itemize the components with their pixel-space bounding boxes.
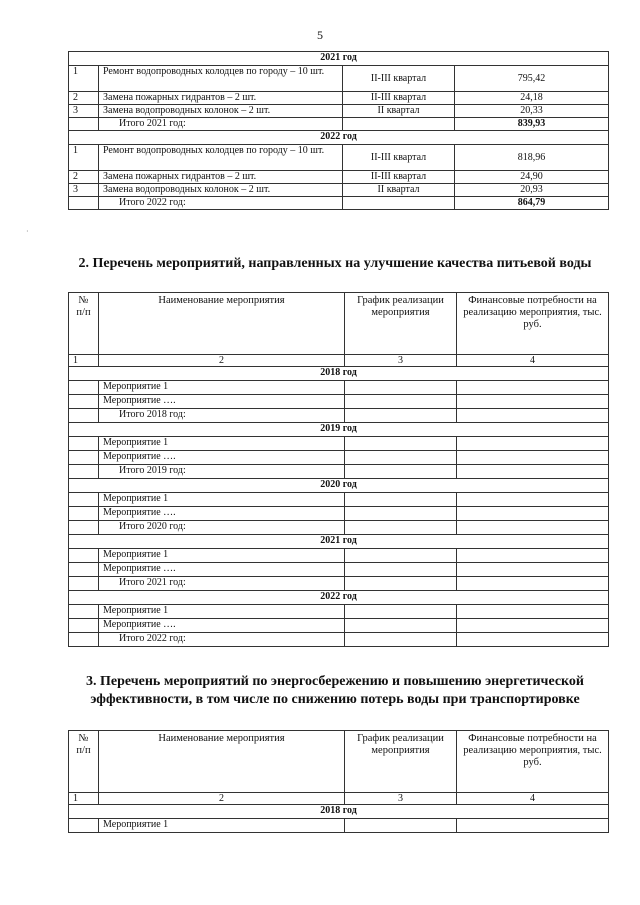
header-schedule: График реализации мероприятия <box>345 731 457 793</box>
year-row: 2021 год <box>69 52 609 66</box>
measure-name: Мероприятие 1 <box>99 437 345 451</box>
header-number: № п/п <box>69 731 99 793</box>
row-number: 1 <box>69 145 99 171</box>
section-2-title: 2. Перечень мероприятий, направленных на улучшение качества питьевой воды <box>78 256 592 271</box>
column-number: 2 <box>99 793 345 805</box>
measure-name: Замена водопроводных колонок – 2 шт. <box>99 105 343 118</box>
total-label: Итого 2020 год: <box>99 521 345 535</box>
measure-name: Мероприятие 1 <box>99 493 345 507</box>
measure-name: Замена водопроводных колонок – 2 шт. <box>99 184 343 197</box>
schedule-cell: II квартал <box>343 184 455 197</box>
measure-name: Мероприятие 1 <box>99 381 345 395</box>
year-row: 2022 год <box>69 131 609 145</box>
row-number: 1 <box>69 66 99 92</box>
total-label: Итого 2022 год: <box>99 197 343 210</box>
column-number: 4 <box>457 355 609 367</box>
measure-name: Мероприятие …. <box>99 563 345 577</box>
table-continuation <box>68 51 609 210</box>
schedule-cell: II-III квартал <box>343 66 455 92</box>
measure-name: Мероприятие 1 <box>99 549 345 563</box>
cost-cell: 20,93 <box>455 184 609 197</box>
total-value: 864,79 <box>455 197 609 210</box>
column-number: 1 <box>69 355 99 367</box>
margin-mark: · <box>26 227 29 236</box>
page-number: 5 <box>317 28 323 42</box>
column-number: 4 <box>457 793 609 805</box>
row-number: 2 <box>69 92 99 105</box>
column-number: 3 <box>345 355 457 367</box>
year-row: 2018 год <box>69 367 609 381</box>
column-number: 2 <box>99 355 345 367</box>
header-name: Наименование мероприятия <box>99 731 345 793</box>
header-number: № п/п <box>69 293 99 355</box>
schedule-cell: II-III квартал <box>343 92 455 105</box>
row-number: 3 <box>69 184 99 197</box>
total-label: Итого 2021 год: <box>99 577 345 591</box>
header-name: Наименование мероприятия <box>99 293 345 355</box>
year-row: 2021 год <box>69 535 609 549</box>
measure-name: Мероприятие …. <box>99 451 345 465</box>
header-finance: Финансовые потребности на реализацию мероприятия, тыс. руб. <box>457 293 609 355</box>
row-number: 3 <box>69 105 99 118</box>
header-finance: Финансовые потребности на реализацию мероприятия, тыс. руб. <box>457 731 609 793</box>
measure-name: Ремонт водопроводных колодцев по городу – 10 шт. <box>99 145 343 171</box>
cost-cell: 24,90 <box>455 171 609 184</box>
year-row: 2020 год <box>69 479 609 493</box>
year-row: 2022 год <box>69 591 609 605</box>
total-label: Итого 2022 год: <box>99 633 345 647</box>
year-row: 2018 год <box>69 805 609 819</box>
measure-name: Мероприятие 1 <box>99 605 345 619</box>
column-number: 1 <box>69 793 99 805</box>
total-label: Итого 2019 год: <box>99 465 345 479</box>
schedule-cell: II-III квартал <box>343 171 455 184</box>
measure-name: Замена пожарных гидрантов – 2 шт. <box>99 171 343 184</box>
row-number: 2 <box>69 171 99 184</box>
total-value: 839,93 <box>455 118 609 131</box>
schedule-cell: II-III квартал <box>343 145 455 171</box>
measure-name: Мероприятие …. <box>99 395 345 409</box>
cost-cell: 20,33 <box>455 105 609 118</box>
total-label: Итого 2018 год: <box>99 409 345 423</box>
header-schedule: График реализации мероприятия <box>345 293 457 355</box>
table-section-2 <box>68 292 609 647</box>
cost-cell: 795,42 <box>455 66 609 92</box>
section-3-title: 3. Перечень мероприятий по энергосбережению и повышению энергетической эффективности, в том числе по снижению потерь воды при транспортировке <box>85 674 585 707</box>
measure-name: Мероприятие 1 <box>99 819 345 833</box>
cost-cell: 818,96 <box>455 145 609 171</box>
year-row: 2019 год <box>69 423 609 437</box>
column-number: 3 <box>345 793 457 805</box>
measure-name: Ремонт водопроводных колодцев по городу – 10 шт. <box>99 66 343 92</box>
schedule-cell: II квартал <box>343 105 455 118</box>
total-label: Итого 2021 год: <box>99 118 343 131</box>
cost-cell: 24,18 <box>455 92 609 105</box>
measure-name: Мероприятие …. <box>99 507 345 521</box>
measure-name: Мероприятие …. <box>99 619 345 633</box>
measure-name: Замена пожарных гидрантов – 2 шт. <box>99 92 343 105</box>
table-section-3 <box>68 730 609 833</box>
